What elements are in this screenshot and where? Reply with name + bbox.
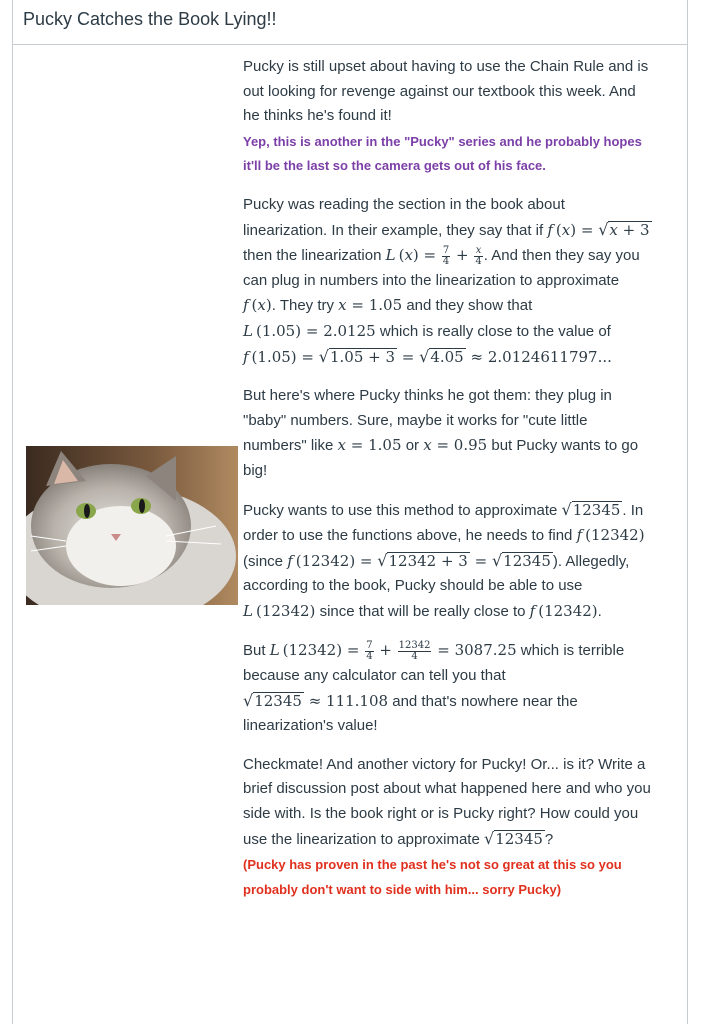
cat-photo xyxy=(26,446,238,605)
post-body xyxy=(243,55,653,916)
discussion-page xyxy=(12,0,688,1024)
big-number-paragraph: Pucky wants to use this method to approximate √12345 . In order to use the functions above, he needs to find f (12342) (since f (12342) = √12342 + 3 = √12345 ). Allegedly, according to the book, Pucky should be able to use L (12342) since that will be really close to f (12342). xyxy=(243,499,645,620)
intro-paragraph: Pucky is still upset about having to use the Chain Rule and is out looking for revenge against our textbook this week. And he thinks he's found it! Yep, this is another in the "Pucky" series and he probably hopes it'll be the last so the camera gets out of his face. xyxy=(243,55,653,179)
result-paragraph: But L (12342) = $\frac{7}{4}$ + $\frac{12342}{4}$ = 3087.25 which is terrible because any calculator can tell you that √12345 ≈ 111.108 and that's nowhere near the linearization's value! xyxy=(243,639,625,735)
title-divider xyxy=(13,44,687,45)
warning-note: (Pucky has proven in the past he's not so great at this so you probably don't want to side with him... sorry Pucky) xyxy=(243,857,622,897)
baby-numbers-paragraph: But here's where Pucky thinks he got them: they plug in "baby" numbers. Sure, maybe it works for "cute little numbers" like x = 1.05 or x = 0.95 but Pucky wants to go big! xyxy=(243,387,639,479)
linearization-paragraph: Pucky was reading the section in the book about linearization. In their example, they say that if f (x) = √x + 3 then the linearization L (x) = $\frac{7}{4}$ + $\frac{x}{4}$ . And then they say you can plug in numbers into the linearization to approximate f (x). They try x = 1.05 and they show that L (1.05) = 2.0125 which is really close to the value of f (1.05) = √1.05 + 3 = √4.05 ≈ 2.0124611797... xyxy=(243,195,650,366)
page-title: Pucky Catches the Book Lying!! xyxy=(23,9,277,29)
series-note: Yep, this is another in the "Pucky" series and he probably hopes it'll be the last so the camera gets out of his face. xyxy=(243,133,642,174)
prompt-paragraph: Checkmate! And another victory for Pucky! Or... is it? Write a brief discussion post about what happened here and who you side with. Is the book right or is Pucky right? How could you use the linearization to approximate √12345 ? (Pucky has proven in the past he's not so great at this so you probably don't want to side with him... sorry Pucky) xyxy=(243,753,653,903)
